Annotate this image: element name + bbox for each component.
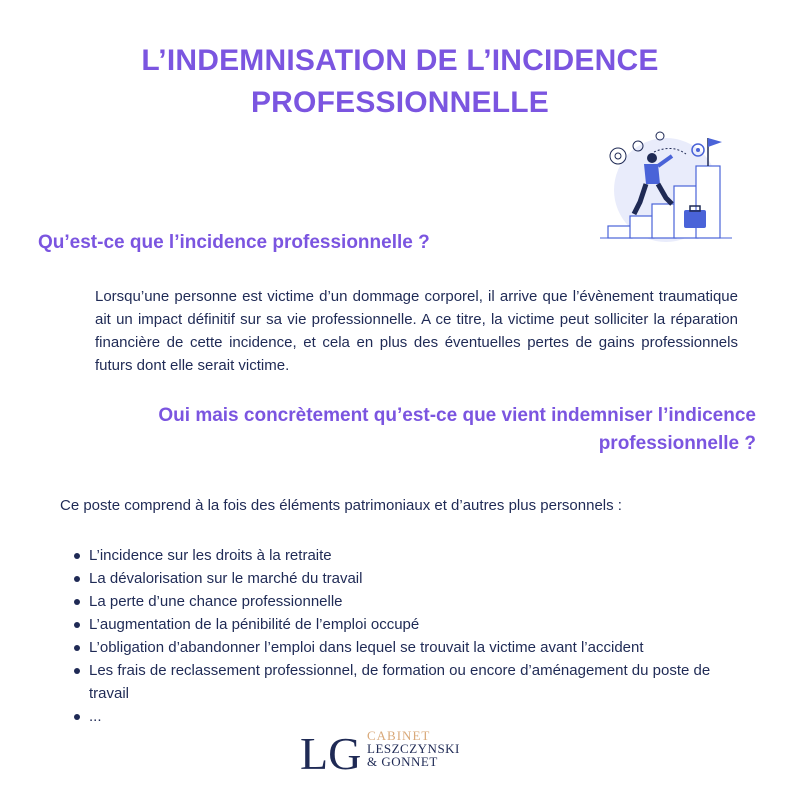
list-item-text: La dévalorisation sur le marché du travail	[89, 570, 363, 587]
section-heading-definition: Qu’est-ce que l’incidence professionnelle ?	[38, 232, 430, 253]
list-item-text: L’incidence sur les droits à la retraite	[89, 547, 332, 564]
list-item	[70, 544, 750, 567]
compensation-list	[70, 544, 750, 728]
section-heading-compensation-line-2: professionnelle ?	[598, 433, 756, 454]
list-item	[70, 659, 750, 705]
firm-logo	[300, 727, 500, 773]
list-item-text: La perte d’une chance professionnelle	[89, 593, 343, 610]
logo-line-3: & GONNET	[367, 754, 438, 769]
list-item	[70, 613, 750, 636]
bullet-icon	[74, 645, 80, 651]
list-item-text: ...	[89, 708, 102, 725]
list-item	[70, 567, 750, 590]
title-line-1: L’INDEMNISATION DE L’INCIDENCE	[141, 44, 659, 77]
list-item	[70, 590, 750, 613]
logo-wordmark	[367, 729, 460, 768]
section-heading-compensation-line-1: Oui mais concrètement qu’est-ce que vient indemniser l’indicence	[158, 405, 756, 426]
list-item	[70, 636, 750, 659]
bullet-icon	[74, 714, 80, 720]
title-line-2: PROFESSIONNELLE	[250, 86, 550, 119]
list-item-text: L’obligation d’abandonner l’emploi dans lequel se trouvait la victime avant l’accident	[89, 639, 644, 656]
list-item	[70, 705, 750, 728]
page-title	[40, 40, 760, 124]
bullet-icon	[74, 599, 80, 605]
list-item-text: L’augmentation de la pénibilité de l’emploi occupé	[89, 616, 420, 633]
logo-line-2: LESZCZYNSKI	[367, 741, 460, 756]
section-heading-compensation	[40, 402, 756, 458]
definition-paragraph: Lorsqu’une personne est victime d’un dommage corporel, il arrive que l’évènement traumatique ait un impact définitif sur sa vie professionnelle. A ce titre, la victime peut solliciter la réparation financière de cette incidence, et cela en plus des éventuelles pertes de gains professionnels futurs dont elle serait victime.	[95, 288, 738, 374]
lg-monogram-icon	[300, 729, 362, 773]
bullet-icon	[74, 553, 80, 559]
career-growth-illustration	[600, 126, 732, 244]
monogram-text: LG	[300, 729, 362, 773]
bullet-icon	[74, 576, 80, 582]
bullet-icon	[74, 622, 80, 628]
list-item-text: Les frais de reclassement professionnel, de formation ou encore d’aménagement du poste de travail	[89, 662, 711, 702]
logo-line-1: CABINET	[367, 728, 431, 743]
list-intro: Ce poste comprend à la fois des éléments patrimoniaux et d’autres plus personnels :	[60, 497, 622, 514]
bullet-icon	[74, 668, 80, 674]
